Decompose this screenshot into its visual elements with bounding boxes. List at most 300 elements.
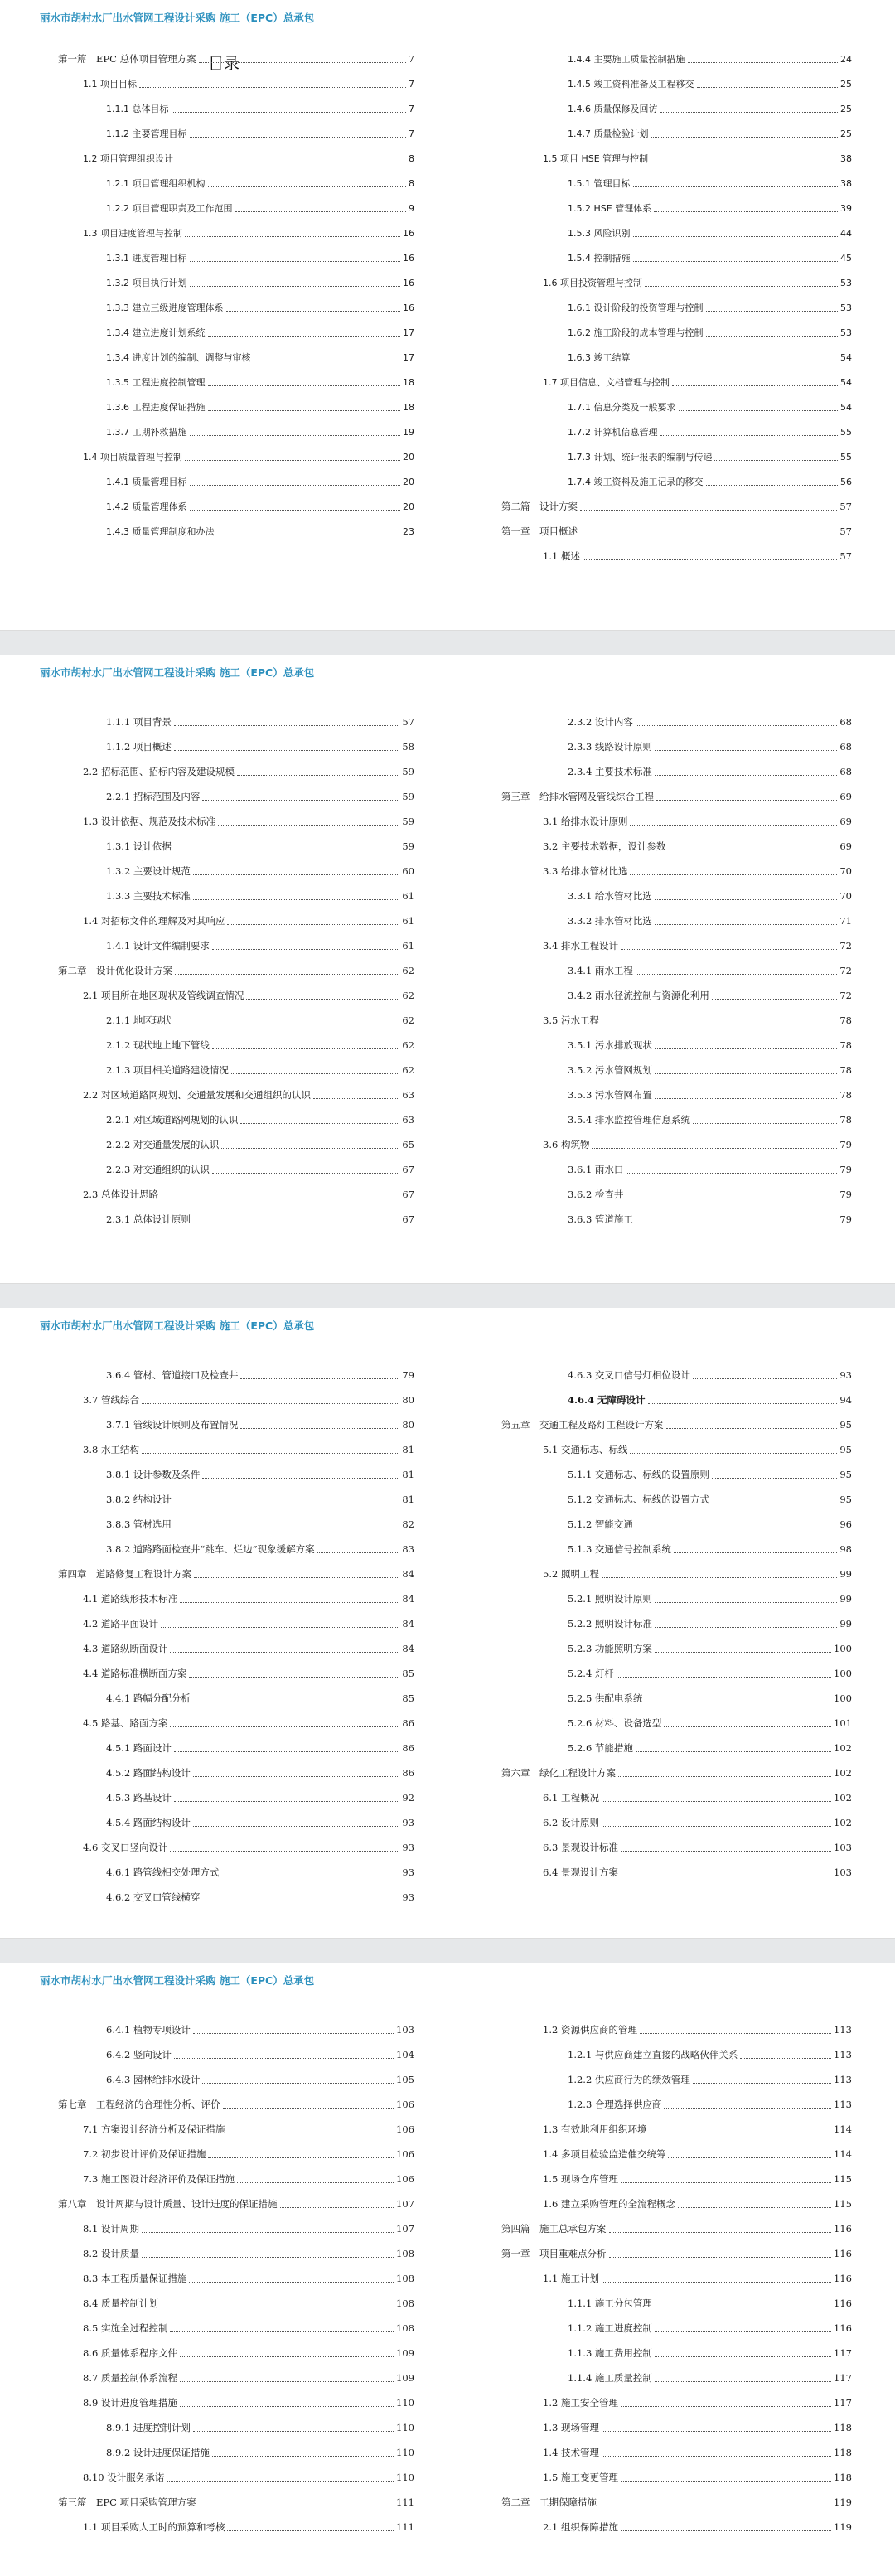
- toc-entry[interactable]: [106, 1210, 414, 1228]
- toc-entry-page: 116: [834, 2298, 852, 2309]
- toc-entry[interactable]: [543, 2145, 852, 2163]
- toc-entry[interactable]: [543, 862, 852, 880]
- toc-entry[interactable]: [83, 2120, 414, 2138]
- toc-entry[interactable]: [83, 2294, 414, 2312]
- toc-entry[interactable]: [543, 1565, 852, 1583]
- toc-entry-title: 8.2 设计质量: [83, 2248, 139, 2259]
- toc-entry-title: 4.1 道路线形技术标准: [83, 1593, 177, 1605]
- toc-entry[interactable]: [106, 1160, 414, 1179]
- dot-leader: [656, 800, 837, 801]
- toc-entry[interactable]: [58, 2095, 414, 2114]
- toc-entry[interactable]: [568, 763, 852, 781]
- toc-entry[interactable]: [568, 1515, 852, 1533]
- toc-entry[interactable]: [106, 2419, 414, 2437]
- dot-leader: [190, 261, 401, 262]
- toc-entry-title: 3.6.4 管材、管道接口及检查井: [106, 1369, 239, 1381]
- toc-entry[interactable]: [83, 2220, 414, 2238]
- toc-entry-title: 4.6.3 交叉口信号灯相位设计: [568, 1369, 690, 1381]
- toc-entry-page: 79: [402, 1369, 414, 1381]
- toc-entry-page: 68: [839, 766, 852, 777]
- toc-entry[interactable]: [83, 2394, 414, 2412]
- toc-entry[interactable]: [106, 1789, 414, 1807]
- toc-entry[interactable]: [106, 887, 414, 905]
- toc-entry[interactable]: [568, 961, 852, 980]
- toc-entry[interactable]: [568, 323, 852, 341]
- toc-entry-title: 7.1 方案设计经济分析及保证措施: [83, 2123, 225, 2135]
- toc-entry[interactable]: [568, 2294, 852, 2312]
- dot-leader: [218, 825, 399, 826]
- dot-leader: [706, 336, 839, 337]
- toc-entry[interactable]: [543, 812, 852, 830]
- toc-entry-title: 4.5.2 路面结构设计: [106, 1767, 191, 1779]
- toc-entry[interactable]: [568, 1664, 852, 1683]
- toc-entry[interactable]: [106, 787, 414, 806]
- toc-entry-title: 4.4 道路标准横断面方案: [83, 1668, 187, 1679]
- toc-entry[interactable]: [568, 738, 852, 756]
- toc-entry[interactable]: [106, 199, 414, 217]
- toc-entry[interactable]: [58, 961, 414, 980]
- toc-entry[interactable]: [106, 2046, 414, 2064]
- toc-entry[interactable]: [543, 2195, 852, 2213]
- toc-entry[interactable]: [83, 1391, 414, 1409]
- toc-entry[interactable]: [106, 2021, 414, 2039]
- toc-entry[interactable]: [568, 2344, 852, 2362]
- toc-entry-page: 70: [839, 865, 852, 877]
- toc-entry[interactable]: [568, 1111, 852, 1129]
- dot-leader: [706, 485, 839, 486]
- toc-entry[interactable]: [568, 1540, 852, 1558]
- dot-leader: [712, 1478, 837, 1479]
- toc-entry[interactable]: [83, 2244, 414, 2263]
- toc-entry[interactable]: [106, 1011, 414, 1029]
- toc-entry-page: 79: [839, 1189, 852, 1200]
- toc-entry[interactable]: [501, 787, 852, 806]
- toc-entry[interactable]: [568, 1639, 852, 1658]
- toc-entry[interactable]: [568, 472, 852, 491]
- toc-entry-page: 61: [402, 915, 414, 927]
- toc-entry-page: 107: [396, 2223, 414, 2235]
- toc-entry[interactable]: [543, 2443, 852, 2462]
- page-gap: [0, 1283, 895, 1310]
- toc-entry[interactable]: [83, 1590, 414, 1608]
- toc-entry[interactable]: [568, 298, 852, 317]
- toc-page: [0, 0, 895, 630]
- toc-entry-title: 1.3.3 建立三级进度管理体系: [106, 303, 224, 313]
- toc-entry[interactable]: [106, 1515, 414, 1533]
- toc-entry[interactable]: [83, 2369, 414, 2387]
- toc-entry-page: 118: [834, 2472, 852, 2483]
- toc-entry[interactable]: [106, 398, 414, 416]
- dot-leader: [679, 410, 839, 411]
- toc-entry[interactable]: [106, 1366, 414, 1384]
- dot-leader: [633, 261, 839, 262]
- toc-entry-title: 1.3.1 进度管理目标: [106, 253, 187, 264]
- toc-entry[interactable]: [568, 348, 852, 366]
- dot-leader: [678, 2207, 831, 2208]
- toc-entry[interactable]: [83, 2344, 414, 2362]
- toc-entry[interactable]: [106, 274, 414, 292]
- toc-entry-page: 118: [834, 2422, 852, 2433]
- toc-entry[interactable]: [83, 448, 414, 466]
- toc-entry[interactable]: [58, 2493, 414, 2511]
- toc-entry[interactable]: [106, 837, 414, 855]
- toc-entry[interactable]: [501, 1764, 852, 1782]
- toc-entry[interactable]: [543, 2468, 852, 2486]
- toc-entry[interactable]: [106, 1739, 414, 1757]
- toc-entry[interactable]: [568, 1739, 852, 1757]
- toc-entry[interactable]: [106, 124, 414, 143]
- toc-entry[interactable]: [106, 348, 414, 366]
- toc-entry[interactable]: [543, 937, 852, 955]
- toc-entry[interactable]: [568, 1160, 852, 1179]
- toc-entry-page: 57: [839, 550, 852, 562]
- toc-entry-page: 59: [402, 816, 414, 827]
- toc-entry[interactable]: [106, 738, 414, 756]
- toc-entry[interactable]: [106, 1764, 414, 1782]
- toc-entry[interactable]: [106, 249, 414, 267]
- toc-entry[interactable]: [106, 1061, 414, 1079]
- toc-entry-title: 1.3.1 设计依据: [106, 840, 172, 852]
- dot-leader: [640, 2033, 831, 2034]
- toc-entry-title: 1.3 设计依据、规范及技术标准: [83, 816, 215, 827]
- toc-entry-page: 103: [396, 2024, 414, 2036]
- toc-entry[interactable]: [106, 174, 414, 192]
- toc-entry-title: 2.3 总体设计思路: [83, 1189, 158, 1200]
- toc-entry-page: 17: [403, 327, 414, 338]
- toc-entry[interactable]: [83, 912, 414, 930]
- toc-entry[interactable]: [83, 1714, 414, 1732]
- toc-entry[interactable]: [106, 1465, 414, 1484]
- dot-leader: [602, 2431, 831, 2432]
- dot-leader: [654, 211, 838, 212]
- dot-leader: [621, 949, 837, 950]
- toc-entry[interactable]: [83, 149, 414, 167]
- toc-entry-title: 3.3 给排水管材比选: [543, 865, 628, 877]
- toc-entry-page: 71: [839, 915, 852, 927]
- toc-entry-title: 1.2.1 项目管理组织机构: [106, 178, 206, 189]
- toc-entry-title: 第一章 项目重难点分析: [501, 2248, 607, 2259]
- toc-entry[interactable]: [106, 1490, 414, 1508]
- toc-entry[interactable]: [568, 1391, 852, 1409]
- toc-entry-title: 4.5 路基、路面方案: [83, 1717, 168, 1729]
- toc-entry[interactable]: [543, 1011, 852, 1029]
- toc-entry-page: 110: [396, 2397, 414, 2409]
- toc-entry[interactable]: [106, 862, 414, 880]
- toc-entry-page: 108: [396, 2298, 414, 2309]
- dot-leader: [655, 1652, 831, 1653]
- toc-entry[interactable]: [543, 1441, 852, 1459]
- toc-entry[interactable]: [568, 2369, 852, 2387]
- dot-leader: [617, 1677, 831, 1678]
- toc-entry[interactable]: [543, 1789, 852, 1807]
- toc-entry-title: 2.2.1 招标范围及内容: [106, 791, 201, 802]
- toc-entry-title: 3.8.3 管材选用: [106, 1518, 172, 1530]
- toc-entry-title: 第二章 工期保障措施: [501, 2496, 597, 2508]
- toc-entry-page: 63: [402, 1089, 414, 1101]
- toc-entry[interactable]: [543, 547, 852, 565]
- toc-entry-page: 17: [403, 351, 414, 363]
- toc-entry-page: 68: [839, 716, 852, 728]
- toc-entry[interactable]: [568, 249, 852, 267]
- toc-entry[interactable]: [568, 2319, 852, 2337]
- toc-entry-title: 3.4 排水工程设计: [543, 940, 618, 951]
- toc-entry[interactable]: [568, 887, 852, 905]
- toc-entry[interactable]: [106, 1863, 414, 1881]
- dot-leader: [740, 2058, 831, 2059]
- toc-entry-title: 3.8 水工结构: [83, 1444, 139, 1455]
- dot-leader: [193, 1776, 399, 1777]
- dot-leader: [139, 87, 406, 88]
- toc-entry-page: 82: [402, 1518, 414, 1530]
- toc-entry-title: 3.4.2 雨水径流控制与资源化利用: [568, 990, 709, 1001]
- toc-entry-title: 1.4.1 设计文件编制要求: [106, 940, 210, 951]
- toc-entry[interactable]: [106, 1416, 414, 1434]
- dot-leader: [223, 2108, 394, 2109]
- toc-entry[interactable]: [543, 837, 852, 855]
- dot-leader: [190, 510, 401, 511]
- toc-entry[interactable]: [106, 423, 414, 441]
- toc-entry-page: 111: [396, 2496, 414, 2508]
- toc-entry-page: 67: [402, 1213, 414, 1225]
- toc-entry-title: 1.1.4 施工质量控制: [568, 2372, 652, 2384]
- toc-entry[interactable]: [543, 1813, 852, 1832]
- toc-entry[interactable]: [83, 1615, 414, 1633]
- toc-entry-page: 99: [839, 1568, 852, 1580]
- toc-entry-page: 78: [839, 1014, 852, 1026]
- toc-entry-page: 62: [402, 1039, 414, 1051]
- toc-entry[interactable]: [106, 937, 414, 955]
- toc-entry[interactable]: [568, 1185, 852, 1203]
- toc-entry-page: 104: [396, 2049, 414, 2060]
- toc-entry-title: 2.2.2 对交通量发展的认识: [106, 1139, 220, 1150]
- toc-entry-page: 110: [396, 2472, 414, 2483]
- toc-entry[interactable]: [83, 1664, 414, 1683]
- toc-entry-page: 78: [839, 1039, 852, 1051]
- toc-entry-title: 4.5.3 路基设计: [106, 1792, 172, 1804]
- dot-leader: [693, 1123, 837, 1124]
- dot-leader: [227, 924, 399, 925]
- toc-entry-page: 85: [402, 1668, 414, 1679]
- toc-entry[interactable]: [543, 2021, 852, 2039]
- dot-leader: [170, 1652, 399, 1653]
- dot-leader: [621, 2182, 831, 2183]
- dot-leader: [193, 1826, 399, 1827]
- toc-entry[interactable]: [106, 1888, 414, 1906]
- toc-entry[interactable]: [106, 2443, 414, 2462]
- toc-entry-page: 116: [834, 2322, 852, 2334]
- toc-entry[interactable]: [501, 522, 852, 540]
- toc-entry[interactable]: [83, 2145, 414, 2163]
- dot-leader: [193, 2033, 394, 2034]
- dot-leader: [189, 1677, 399, 1678]
- toc-entry-title: 第五章 交通工程及路灯工程设计方案: [501, 1419, 664, 1431]
- dot-leader: [664, 1726, 831, 1727]
- toc-entry-page: 8: [409, 153, 414, 164]
- toc-entry-title: 2.3.3 线路设计原则: [568, 741, 652, 753]
- toc-entry[interactable]: [568, 224, 852, 242]
- toc-entry-page: 59: [402, 840, 414, 852]
- toc-entry[interactable]: [501, 2220, 852, 2238]
- toc-entry[interactable]: [83, 75, 414, 93]
- dot-leader: [660, 435, 839, 436]
- toc-entry-page: 85: [402, 1692, 414, 1704]
- toc-entry-page: 54: [840, 376, 852, 388]
- toc-entry[interactable]: [83, 1086, 414, 1104]
- dot-leader: [185, 236, 400, 237]
- toc-entry[interactable]: [106, 522, 414, 540]
- toc-entry[interactable]: [568, 1086, 852, 1104]
- toc-entry[interactable]: [106, 373, 414, 391]
- toc-entry[interactable]: [568, 713, 852, 731]
- toc-entry-page: 57: [839, 501, 852, 512]
- page-gap: [0, 1938, 895, 1964]
- toc-entry[interactable]: [568, 1210, 852, 1228]
- toc-entry[interactable]: [543, 2518, 852, 2536]
- toc-entry[interactable]: [568, 75, 852, 93]
- toc-entry[interactable]: [543, 2394, 852, 2412]
- toc-entry[interactable]: [568, 1490, 852, 1508]
- page-gap: [0, 630, 895, 656]
- toc-entry-title: 5.1.2 交通标志、标线的设置方式: [568, 1494, 709, 1505]
- toc-entry-title: 6.2 设计原则: [543, 1817, 599, 1828]
- toc-entry[interactable]: [568, 2095, 852, 2114]
- toc-entry[interactable]: [568, 1615, 852, 1633]
- dot-leader: [602, 2282, 831, 2283]
- toc-entry[interactable]: [83, 1838, 414, 1857]
- toc-entry[interactable]: [58, 2195, 414, 2213]
- toc-entry[interactable]: [106, 713, 414, 731]
- toc-entry-title: 1.2.1 与供应商建立直接的战略伙伴关系: [568, 2049, 738, 2060]
- toc-entry[interactable]: [543, 2120, 852, 2138]
- toc-entry[interactable]: [568, 50, 852, 68]
- toc-entry[interactable]: [568, 1366, 852, 1384]
- dot-leader: [655, 2331, 831, 2332]
- dot-leader: [655, 1602, 837, 1603]
- toc-entry[interactable]: [568, 1689, 852, 1707]
- toc-entry-page: 101: [834, 1717, 852, 1729]
- toc-entry[interactable]: [58, 1565, 414, 1583]
- dot-leader: [180, 2356, 394, 2357]
- toc-entry[interactable]: [568, 1061, 852, 1079]
- toc-entry-page: 106: [396, 2099, 414, 2110]
- toc-entry[interactable]: [106, 1111, 414, 1129]
- toc-entry[interactable]: [83, 224, 414, 242]
- toc-entry[interactable]: [568, 174, 852, 192]
- toc-entry-page: 60: [402, 865, 414, 877]
- toc-entry[interactable]: [568, 1465, 852, 1484]
- toc-entry[interactable]: [501, 1416, 852, 1434]
- toc-entry[interactable]: [568, 912, 852, 930]
- dot-leader: [174, 725, 399, 726]
- toc-entry[interactable]: [543, 149, 852, 167]
- toc-entry[interactable]: [83, 2518, 414, 2536]
- toc-entry[interactable]: [83, 1639, 414, 1658]
- toc-entry[interactable]: [106, 472, 414, 491]
- toc-entry-title: 1.6.2 施工阶段的成本管理与控制: [568, 327, 704, 338]
- toc-entry[interactable]: [106, 1135, 414, 1154]
- toc-entry[interactable]: [568, 1714, 852, 1732]
- toc-entry[interactable]: [106, 1813, 414, 1832]
- toc-entry[interactable]: [568, 1590, 852, 1608]
- toc-entry[interactable]: [83, 763, 414, 781]
- toc-entry[interactable]: [568, 398, 852, 416]
- toc-entry-title: 3.8.2 结构设计: [106, 1494, 172, 1505]
- dot-leader: [592, 1148, 837, 1149]
- dot-leader: [180, 2406, 394, 2407]
- toc-entry[interactable]: [83, 2269, 414, 2288]
- toc-entry[interactable]: [568, 2070, 852, 2089]
- toc-entry[interactable]: [568, 99, 852, 118]
- toc-entry[interactable]: [83, 1185, 414, 1203]
- toc-entry[interactable]: [543, 2170, 852, 2188]
- toc-entry[interactable]: [568, 448, 852, 466]
- toc-entry[interactable]: [543, 1135, 852, 1154]
- toc-entry[interactable]: [83, 986, 414, 1005]
- toc-entry[interactable]: [106, 99, 414, 118]
- toc-entry[interactable]: [106, 497, 414, 516]
- toc-entry[interactable]: [568, 1036, 852, 1054]
- toc-entry[interactable]: [106, 1540, 414, 1558]
- toc-entry-page: 107: [396, 2198, 414, 2210]
- toc-entry[interactable]: [83, 812, 414, 830]
- toc-entry-page: 108: [396, 2273, 414, 2284]
- toc-entry[interactable]: [568, 2046, 852, 2064]
- toc-entry-title: 1.2.2 项目管理职责及工作范围: [106, 203, 233, 214]
- toc-entry[interactable]: [106, 1689, 414, 1707]
- toc-entry[interactable]: [501, 497, 852, 516]
- toc-entry-page: 57: [839, 525, 852, 537]
- toc-entry-title: 8.7 质量控制体系流程: [83, 2372, 177, 2384]
- toc-entry[interactable]: [106, 1036, 414, 1054]
- dot-leader: [240, 1378, 399, 1379]
- toc-entry-title: 1.2.3 合理选择供应商: [568, 2099, 662, 2110]
- toc-entry[interactable]: [543, 1838, 852, 1857]
- toc-entry-page: 24: [840, 53, 852, 65]
- toc-entry[interactable]: [83, 2319, 414, 2337]
- toc-entry[interactable]: [83, 2170, 414, 2188]
- dot-leader: [602, 1801, 831, 1802]
- toc-entry[interactable]: [543, 2419, 852, 2437]
- dot-leader: [240, 1123, 399, 1124]
- toc-entry[interactable]: [543, 373, 852, 391]
- toc-entry[interactable]: [58, 50, 414, 68]
- toc-entry[interactable]: [543, 1863, 852, 1881]
- dot-leader: [668, 2157, 831, 2158]
- toc-entry[interactable]: [501, 2244, 852, 2263]
- toc-entry[interactable]: [106, 298, 414, 317]
- dot-leader: [193, 2431, 394, 2432]
- toc-entry[interactable]: [568, 986, 852, 1005]
- dot-leader: [199, 62, 406, 63]
- toc-entry-title: 第六章 绿化工程设计方案: [501, 1767, 616, 1779]
- toc-entry-title: 3.1 给排水设计原则: [543, 816, 628, 827]
- toc-entry[interactable]: [83, 1441, 414, 1459]
- toc-entry[interactable]: [106, 2070, 414, 2089]
- toc-entry[interactable]: [543, 274, 852, 292]
- toc-entry-page: 86: [402, 1742, 414, 1754]
- toc-entry[interactable]: [543, 2269, 852, 2288]
- toc-entry[interactable]: [83, 2468, 414, 2486]
- toc-entry-page: 67: [402, 1164, 414, 1175]
- dot-leader: [167, 2481, 394, 2482]
- toc-entry[interactable]: [501, 2493, 852, 2511]
- toc-entry-title: 1.2 资源供应商的管理: [543, 2024, 637, 2036]
- toc-entry[interactable]: [568, 199, 852, 217]
- toc-entry[interactable]: [568, 124, 852, 143]
- toc-entry[interactable]: [106, 323, 414, 341]
- toc-entry[interactable]: [568, 423, 852, 441]
- toc-entry-page: 69: [839, 816, 852, 827]
